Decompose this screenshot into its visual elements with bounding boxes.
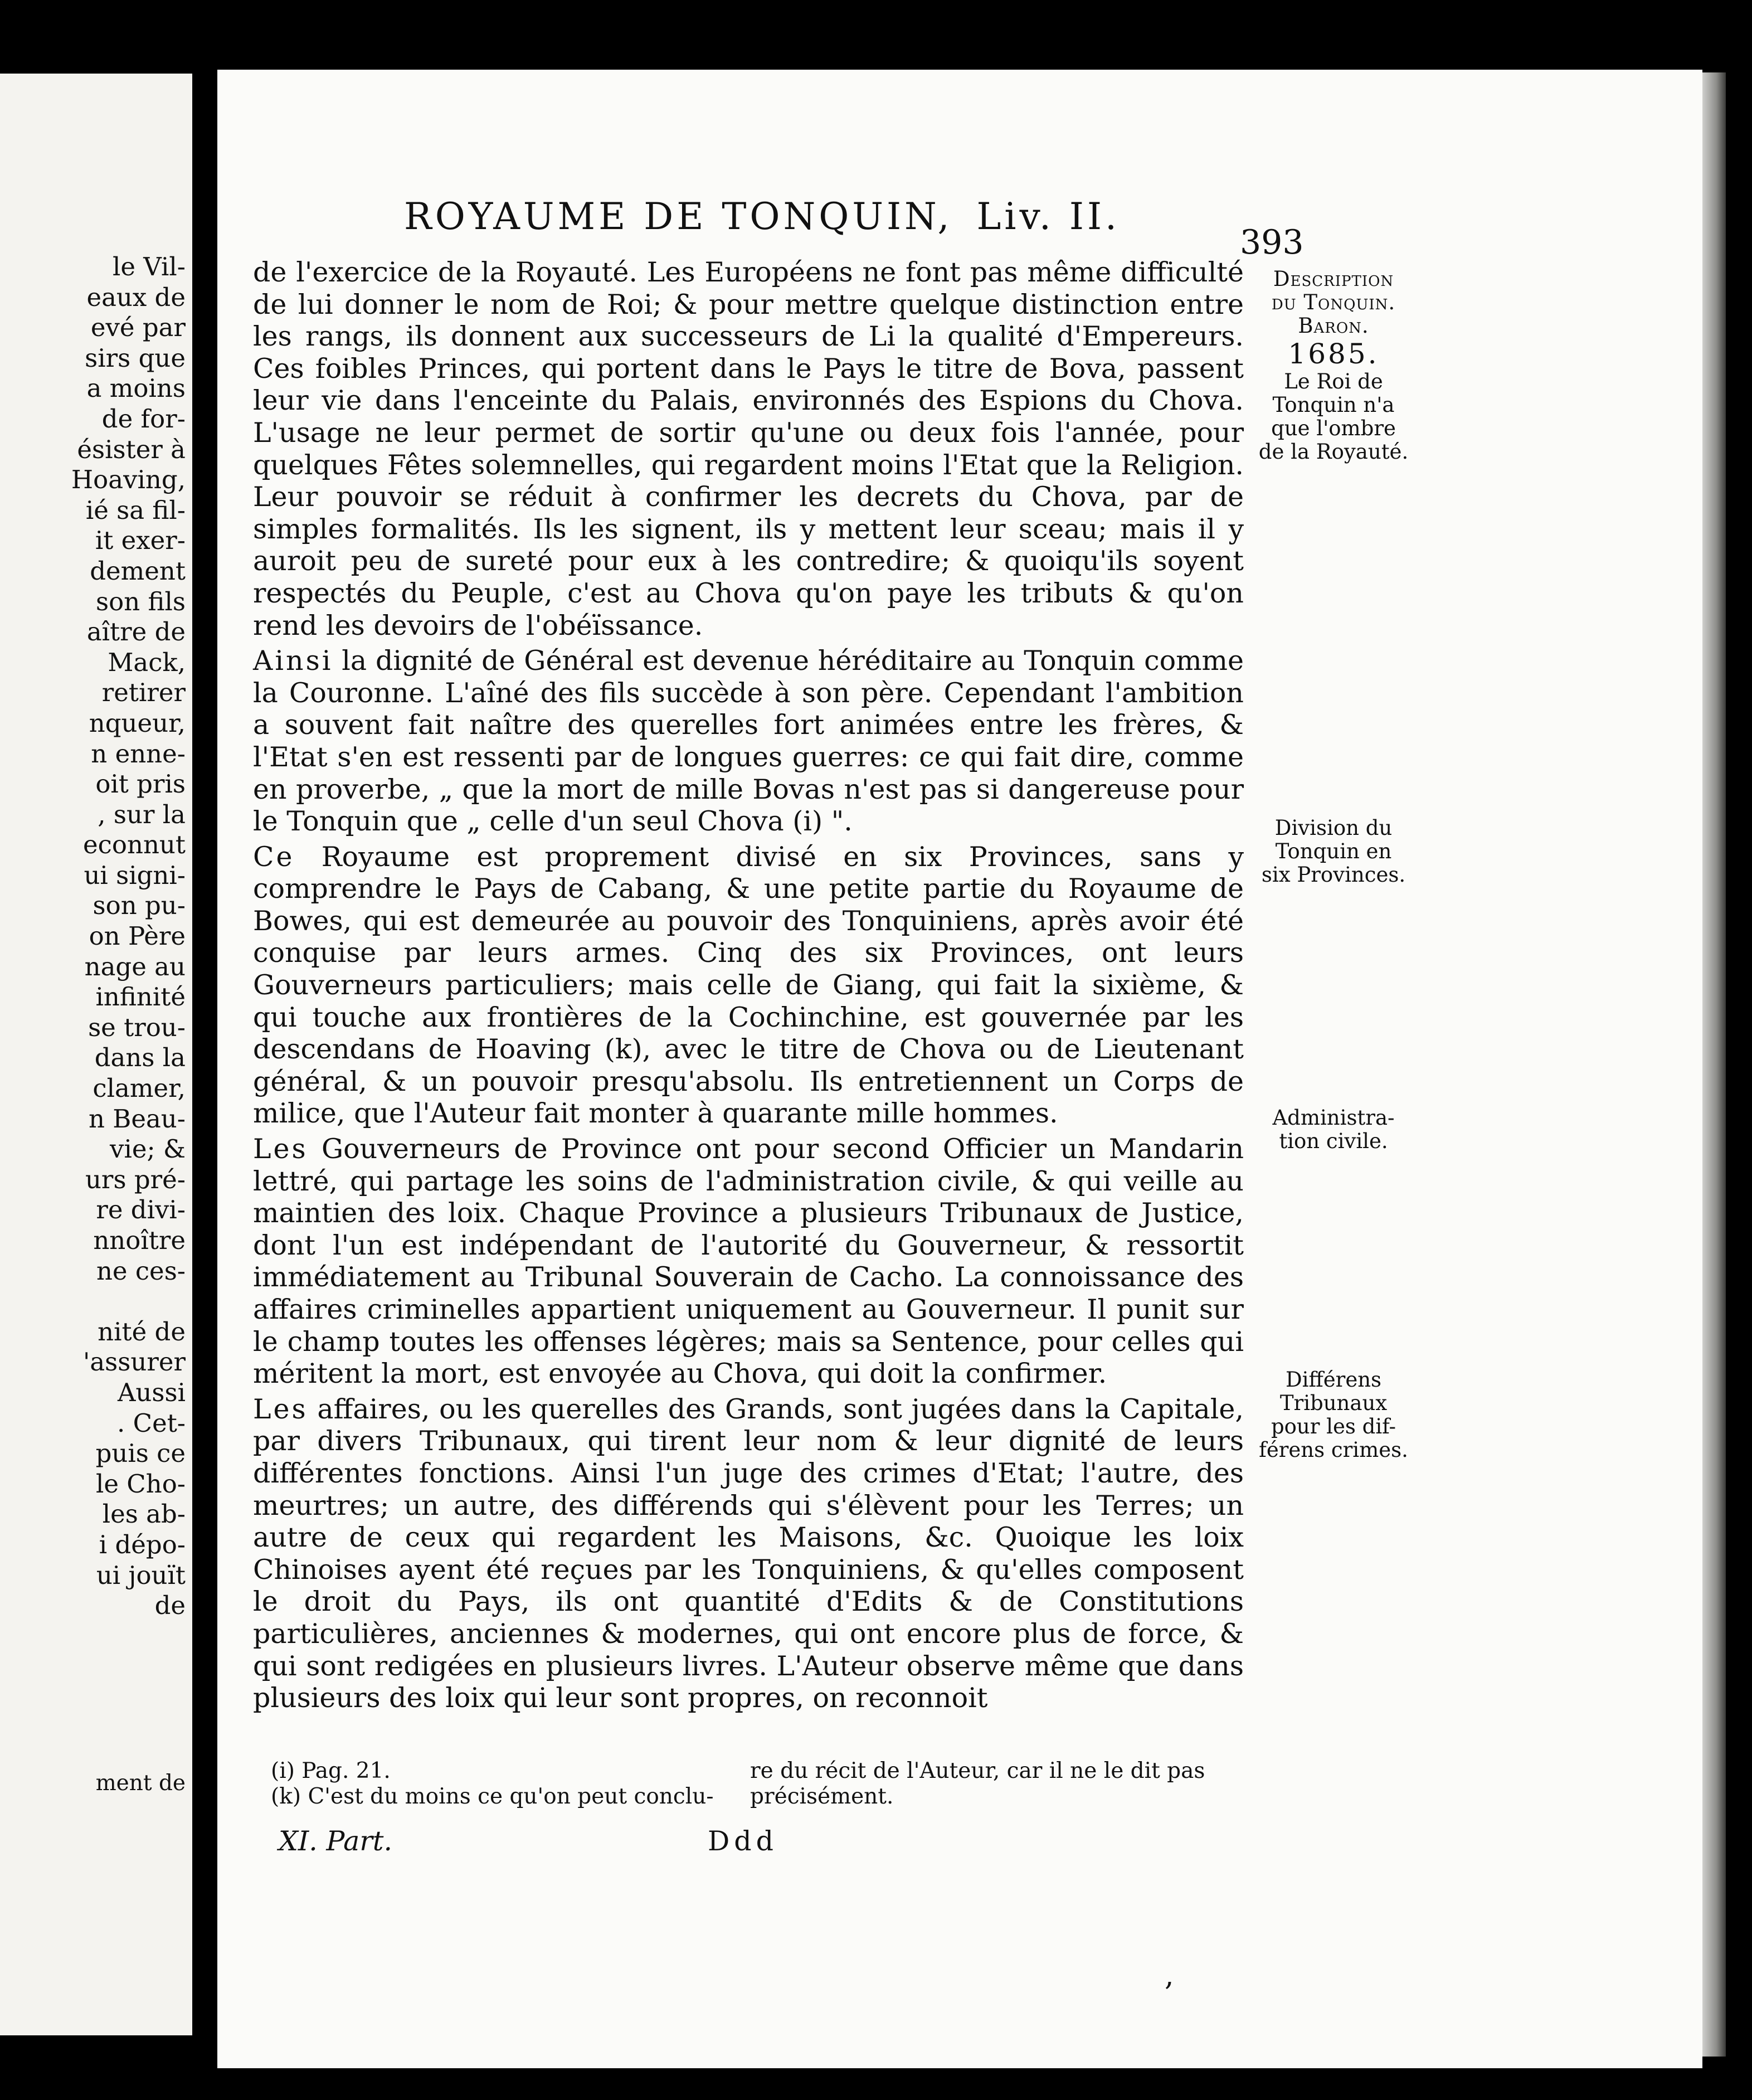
page-number: 393 (1240, 223, 1304, 262)
previous-page-text (2, 252, 186, 1621)
previous-page-line: ui jouït (96, 1560, 186, 1590)
previous-page-line: nnoître (93, 1226, 186, 1255)
running-header (404, 195, 1496, 238)
previous-page-line: sirs que (85, 343, 186, 373)
previous-page-line: econnut (83, 830, 186, 860)
paragraph: Les Gouverneurs de Province ont pour second Officier un Mandarin lettré, qui partage les soins de l'administration civile, & qui veille au maintien des loix. Chaque Province a plusieurs Tribunaux de Justice, dont l'un est indépendant de l'autorité du Gouverneur, & ressortit immédiatement au Tribunal Souverain de Cacho. La connoissance des affaires criminelles appartient uniquement au Gouverneur. Il punit sur le champ toutes les offenses légères; mais sa Sentence, pour celles qui méritent la mort, est envoyée au Chova, qui doit la confirmer. (253, 1133, 1244, 1390)
previous-page-line: 'assurer (82, 1347, 186, 1377)
signature-line (279, 1825, 1115, 1857)
paragraph: Ce Royaume est proprement divisé en six Provinces, sans y comprendre le Pays de Cabang, & une petite partie du Royaume de Bowes, qui est demeurée au pouvoir des Tonquiniens, après avoir été conquise par leurs armes. Cinq des six Provinces, ont leurs Gouverneurs particuliers; mais celle de Giang, qui fait la sixième, & qui touche aux frontières de la Cochinchine, est gouvernée par les descendans de Hoaving (k), avec le titre de Chova ou de Lieutenant général, & un pouvoir presqu'absolu. Ils entretiennent un Corps de milice, que l'Auteur fait monter à quarante mille hommes. (253, 840, 1244, 1130)
previous-page-line: on Père (89, 921, 186, 951)
margin-note-provinces: Division du Tonquin en six Provinces. (1261, 816, 1406, 887)
previous-page-line: son pu- (93, 891, 186, 921)
previous-page-line: clamer, (93, 1073, 186, 1104)
previous-page-line: vie; & (110, 1134, 186, 1164)
previous-page-line: retirer (101, 678, 186, 708)
previous-page-line: re divi- (96, 1195, 186, 1225)
margin-note-administration: Administra- tion civile. (1272, 1106, 1395, 1153)
previous-page-line: aître de (86, 617, 186, 647)
paragraph: de l'exercice de la Royauté. Les Européens ne font pas même difficulté de lui donner le nom de Roi; & pour mettre quelque distinction entre les rangs, ils donnent aux successeurs de Li la qualité d'Empereurs. Ces foibles Princes, qui portent dans le Pays le titre de Bova, passent leur vie dans l'enceinte du Palais, environnés des Espions du Chova. L'usage ne leur permet de sortir qu'une ou deux fois l'année, pour quelques Fêtes solemnelles, qui regardent moins l'Etat que la Religion. Leur pouvoir se réduit à confirmer les decrets du Chova, par de simples formalités. Ils les signent, ils y mettent leur sceau; mais il y auroit peu de sureté pour eux à les contredire; & quoiqu'ils soyent respectés du Peuple, c'est au Chova qu'on paye les tributs & qu'on rend les devoirs de l'obéïssance. (253, 256, 1244, 641)
footnote-column-left: (i) Pag. 21. (k) C'est du moins ce qu'on peut conclu- (271, 1758, 714, 1809)
previous-page-line: dement (90, 556, 186, 586)
margin-note-description: Description du Tonquin. Baron. 1685. Le Roi de Tonquin n'a que l'ombre de la Royauté. (1253, 268, 1414, 464)
signature-mark: Ddd (708, 1825, 778, 1857)
previous-page-line: eaux de (86, 282, 186, 312)
previous-page-line: infinité (95, 982, 186, 1012)
previous-page-line: evé par (90, 313, 186, 343)
previous-page-line: nage au (84, 951, 186, 981)
previous-page-line: urs pré- (85, 1164, 186, 1194)
margin-year: 1685. (1288, 338, 1379, 370)
previous-page-footnote: ment de (95, 1771, 186, 1796)
previous-page-line: Hoaving, (71, 465, 186, 495)
previous-page-line: ié sa fil- (85, 495, 186, 525)
previous-page-line: de (154, 1591, 186, 1621)
previous-page-line (2, 1286, 186, 1317)
previous-page-line: Aussi (117, 1377, 186, 1407)
stray-mark: , (1165, 1959, 1174, 1992)
running-title: ROYAUME DE TONQUIN, (404, 195, 953, 238)
footnote-column-right: re du récit de l'Auteur, car il ne le dit pas précisément. (750, 1758, 1205, 1809)
previous-page-line: dans la (94, 1043, 186, 1073)
book-page (217, 70, 1702, 2068)
previous-page-line: ésister à (77, 434, 186, 464)
previous-page-line: puis ce (95, 1438, 186, 1469)
previous-page-line: , sur la (98, 799, 186, 829)
previous-page-line: le Vil- (112, 252, 186, 281)
previous-page-line: les ab- (102, 1499, 186, 1529)
page-body (253, 256, 1244, 1718)
previous-page-edge (0, 74, 192, 2035)
previous-page-line: it exer- (95, 526, 186, 556)
previous-page-line: nqueur, (89, 708, 186, 738)
previous-page-line: Mack, (108, 647, 186, 677)
previous-page-line: n enne- (91, 738, 186, 769)
previous-page-line: ui signi- (84, 860, 186, 890)
paragraph: Ainsi la dignité de Général est devenue héréditaire au Tonquin comme la Couronne. L'aîné des fils succède à son père. Cependant l'ambition a souvent fait naître des querelles fort animées entre les frères, & l'Etat s'en est ressenti par de longues guerres: ce qui fait dire, comme en proverbe, „ que la mort de mille Bovas n'est pas si dangereuse pour le Tonquin que „ celle d'un seul Chova (i) ". (253, 645, 1244, 838)
previous-page-line: i dépo- (99, 1529, 186, 1559)
previous-page-line: n Beau- (88, 1104, 186, 1134)
previous-page-line: a moins (86, 373, 186, 404)
page-edge-shadow (1702, 72, 1726, 2057)
previous-page-line: de for- (101, 404, 186, 434)
previous-page-line: le Cho- (95, 1469, 186, 1499)
margin-note-tribunaux: Différens Tribunaux pour les dif- férens crimes. (1259, 1368, 1408, 1462)
part-number: XI. Part. (279, 1825, 393, 1857)
paragraph: Les affaires, ou les querelles des Grands, sont jugées dans la Capitale, par divers Tribunaux, qui tirent leur nom & leur dignité de leurs différentes fonctions. Ainsi l'un juge des crimes d'Etat; l'autre, des meurtres; un autre, des différends qui s'élèvent pour les Terres; un autre de ceux qui regardent les Maisons, &c. Quoique les loix Chinoises ayent été reçues par les Tonquiniens, & qu'elles composent le droit du Pays, ils ont quantité d'Edits & de Constitutions particulières, anciennes & modernes, qui ont encore plus de force, & qui sont redigées en plusieurs livres. L'Auteur observe même que dans plusieurs des loix qui leur sont propres, on reconnoit (253, 1393, 1244, 1714)
previous-page-line: nité de (98, 1316, 186, 1346)
previous-page-line: ne ces- (96, 1256, 186, 1286)
previous-page-line: se trou- (88, 1012, 186, 1042)
previous-page-line: . Cet- (117, 1408, 186, 1438)
previous-page-line: son fils (96, 586, 186, 616)
book-number: Liv. II. (976, 195, 1121, 238)
previous-page-line: oit pris (95, 769, 186, 799)
